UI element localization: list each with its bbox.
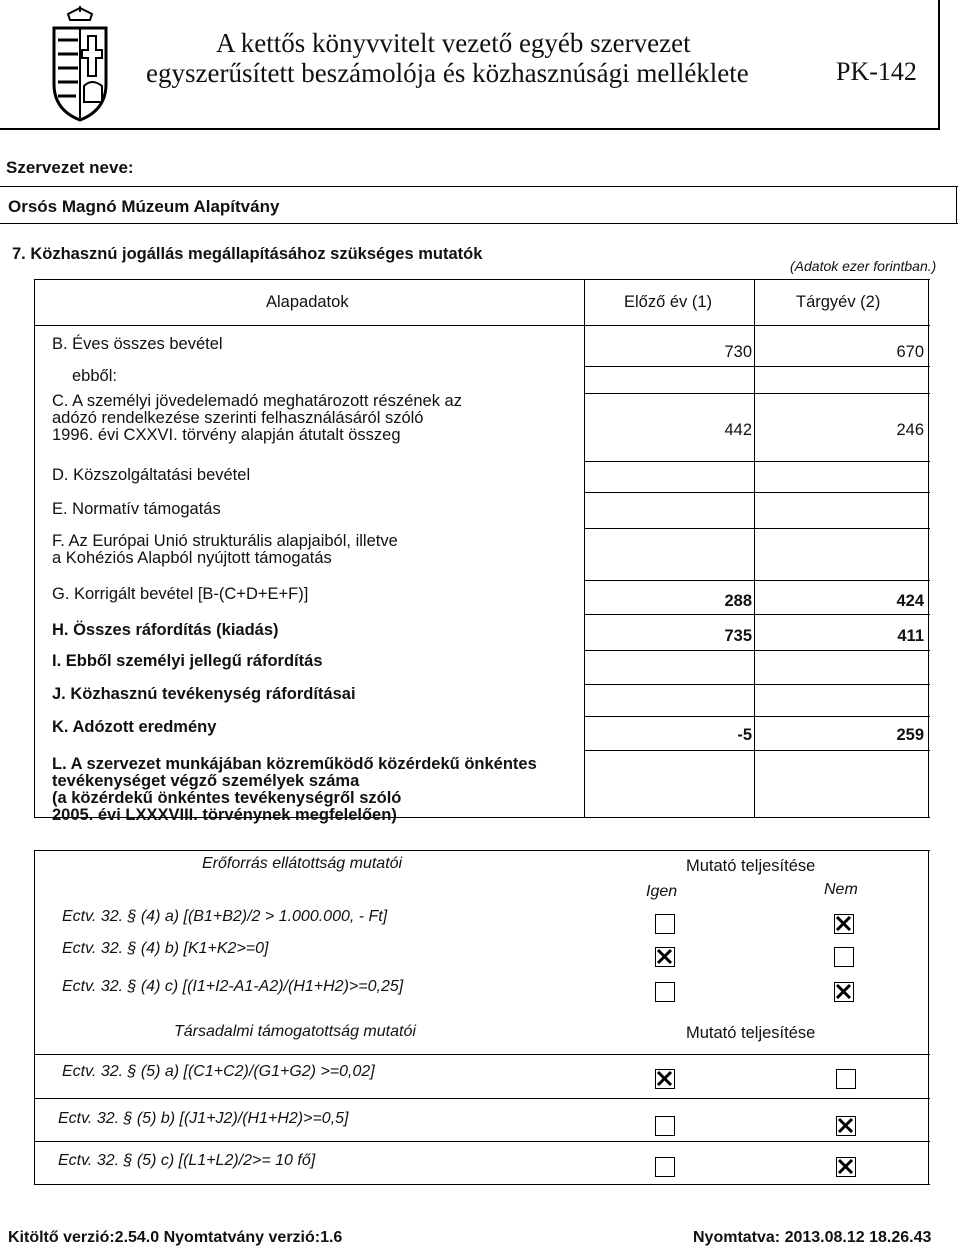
org-name-value: Orsós Magnó Múzeum Alapítvány bbox=[8, 197, 280, 216]
row-label-k: K. Adózott eredmény bbox=[52, 718, 217, 736]
value-b-curr: 670 bbox=[896, 343, 924, 361]
form-header bbox=[0, 0, 960, 134]
col-header-prev: Előző év (1) bbox=[624, 293, 713, 311]
footer-printed: Nyomtatva: 2013.08.12 18.26.43 bbox=[693, 1229, 932, 1246]
section-title: 7. Közhasznú jogállás megállapításához szükséges mutatók bbox=[12, 245, 483, 263]
resource-criterion-b: Ectv. 32. § (4) b) [K1+K2>=0] bbox=[62, 940, 269, 957]
value-c-prev: 442 bbox=[724, 421, 752, 439]
unit-note: (Adatok ezer forintban.) bbox=[790, 258, 937, 274]
row-label-of-which: ebből: bbox=[72, 367, 117, 385]
value-b-prev: 730 bbox=[724, 343, 752, 361]
resources-fulfil-label: Mutató teljesítése bbox=[686, 857, 816, 875]
row-label-j: J. Közhasznú tevékenység ráfordításai bbox=[52, 685, 356, 703]
resource-criterion-c: Ectv. 32. § (4) c) [(I1+I2-A1-A2)/(H1+H2)>=0,25] bbox=[62, 978, 404, 995]
row-label-c: C. A személyi jövedelemadó meghatározott részének az adózó rendelkezése szerinti felhasználásáról szóló 1996. évi CXXVI. törvény alapján átutalt összeg bbox=[52, 392, 462, 444]
value-h-curr: 411 bbox=[897, 627, 924, 645]
social-a-no-checkbox[interactable] bbox=[836, 1069, 856, 1089]
value-k-prev: -5 bbox=[737, 726, 752, 744]
resource-a-yes-checkbox[interactable] bbox=[655, 914, 675, 934]
yes-label: Igen bbox=[646, 883, 678, 900]
resource-criterion-a: Ectv. 32. § (4) a) [(B1+B2)/2 > 1.000.000, - Ft] bbox=[62, 908, 388, 925]
form-code: PK-142 bbox=[836, 57, 917, 86]
resources-title: Erőforrás ellátottság mutatói bbox=[202, 855, 403, 872]
footer-version: Kitöltő verzió:2.54.0 Nyomtatvány verzió:1.6 bbox=[8, 1229, 343, 1246]
resource-b-yes-checkbox[interactable] bbox=[655, 947, 675, 967]
social-criterion-b: Ectv. 32. § (5) b) [(J1+J2)/(H1+H2)>=0,5] bbox=[58, 1110, 349, 1127]
social-criterion-c: Ectv. 32. § (5) c) [(L1+L2)/2>= 10 fő] bbox=[58, 1152, 316, 1169]
social-c-no-checkbox[interactable] bbox=[836, 1157, 856, 1177]
social-a-yes-checkbox[interactable] bbox=[655, 1069, 675, 1089]
row-label-e: E. Normatív támogatás bbox=[52, 500, 221, 518]
social-title: Társadalmi támogatottság mutatói bbox=[174, 1023, 416, 1040]
social-fulfil-label: Mutató teljesítése bbox=[686, 1024, 816, 1042]
divider bbox=[956, 186, 957, 224]
row-label-i: I. Ebből személyi jellegű ráfordítás bbox=[52, 652, 323, 670]
row-label-l: L. A szervezet munkájában közreműködő közérdekű önkéntes tevékenységet végző személyek száma (a közérdekű önkéntes tevékenységről szóló 2005. évi LXXXVIII. törvénynek megfelelően) bbox=[52, 755, 537, 824]
value-h-prev: 735 bbox=[724, 627, 752, 645]
social-b-no-checkbox[interactable] bbox=[836, 1116, 856, 1136]
social-b-yes-checkbox[interactable] bbox=[655, 1116, 675, 1136]
col-header-curr: Tárgyév (2) bbox=[796, 293, 881, 311]
row-label-g: G. Korrigált bevétel [B-(C+D+E+F)] bbox=[52, 585, 309, 603]
value-c-curr: 246 bbox=[896, 421, 924, 439]
resource-a-no-checkbox[interactable] bbox=[834, 914, 854, 934]
col-header-basic: Alapadatok bbox=[266, 293, 349, 311]
resource-b-no-checkbox[interactable] bbox=[834, 947, 854, 967]
value-g-curr: 424 bbox=[896, 592, 924, 610]
resource-c-yes-checkbox[interactable] bbox=[655, 982, 675, 1002]
no-label: Nem bbox=[824, 881, 858, 898]
social-criterion-a: Ectv. 32. § (5) a) [(C1+C2)/(G1+G2) >=0,02] bbox=[62, 1063, 375, 1080]
social-c-yes-checkbox[interactable] bbox=[655, 1157, 675, 1177]
row-label-f: F. Az Európai Unió strukturális alapjaiból, illetve a Kohéziós Alapból nyújtott támogatás bbox=[52, 532, 398, 567]
form-title-line2: egyszerűsített beszámolója és közhasznúsági melléklete bbox=[146, 58, 749, 88]
value-k-curr: 259 bbox=[896, 726, 924, 744]
org-name-label: Szervezet neve: bbox=[6, 158, 134, 177]
resource-c-no-checkbox[interactable] bbox=[834, 982, 854, 1002]
row-label-b: B. Éves összes bevétel bbox=[52, 335, 223, 353]
divider bbox=[0, 186, 958, 187]
hungarian-coat-of-arms-icon bbox=[48, 6, 112, 124]
form-title-line1: A kettős könyvvitelt vezető egyéb szervezet bbox=[216, 28, 691, 58]
value-g-prev: 288 bbox=[724, 592, 752, 610]
row-label-d: D. Közszolgáltatási bevétel bbox=[52, 466, 251, 484]
divider bbox=[0, 223, 958, 224]
row-label-h: H. Összes ráfordítás (kiadás) bbox=[52, 621, 279, 639]
